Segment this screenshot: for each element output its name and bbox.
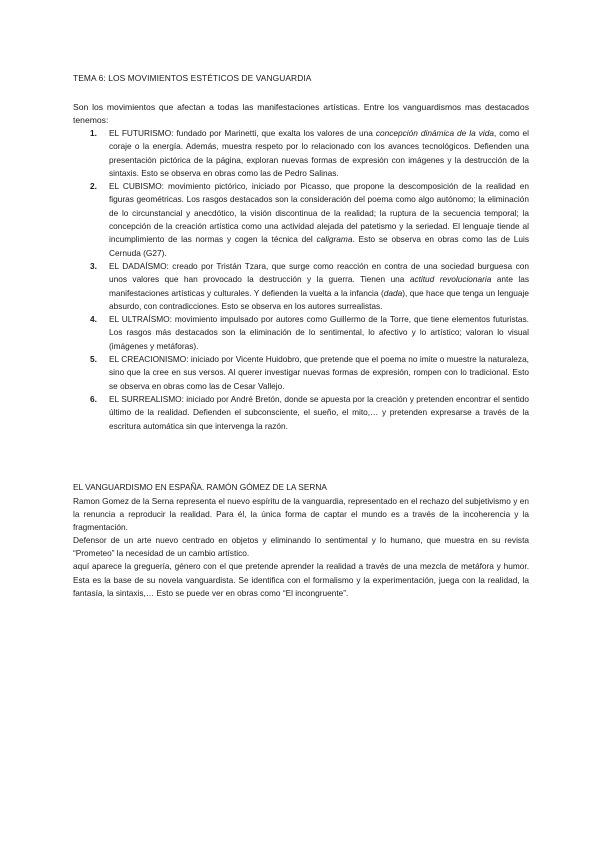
section-paragraph: aquí aparece la greguería, género con el que pretende aprender la realidad a través de una mezcla de metáfora y humor. Esta es la base de su novela vanguardista. Se identifica con el formalismo y la experimentación, juega con la realidad, la fantasía, la sintaxis,… Esto se puede ver en obras como “El incongruente”. [73,561,529,598]
list-number: 6. [90,393,97,404]
list-item-creacionismo: 5. EL CREACIONISMO: iniciado por Vicente Huidobro, que pretende que el poema no imite o muestre la naturaleza, sino que la cree en sus versos. Al querer investigar nuevas formas de expresión, rompen con lo tradicional. Esto se observa en obras como las de Cesar Vallejo. [90,354,529,391]
section-paragraph: Ramon Gomez de la Serna representa el nuevo espíritu de la vanguardia, representado en el rechazo del subjetivismo y en la renuncia a reproducir la realidad. Para él, la única forma de captar el mundo es a través de la incoherencia y la fragmentación. [73,496,529,533]
intro-paragraph: Son los movimientos que afectan a todas las manifestaciones artísticas. Entre los vanguardismos mas destacados tenemos: [73,102,529,126]
list-item-cubismo: 2. EL CUBISMO: movimiento pictórico, iniciado por Picasso, que propone la descomposición de la realidad en figuras geométricas. Los rasgos destacados son la consideración del poema como algo autónomo; la eliminación de lo circunstancial y anecdótico, la visión discontinua de la realidad; la ruptura de la secuencia temporal; la concepción de la creación artística como una actividad alejada del patetismo y la seriedad. El lenguaje tiende al incumplimiento de las normas y cogen la técnica del caligrama. Esto se observa en obras como las de Luis Cernuda (G27). [90,181,530,258]
list-number: 1. [90,128,97,138]
list-number: 4. [90,314,97,325]
list-item-dadaismo: 3. EL DADAÍSMO: creado por Tristán Tzara, que surge como reacción en contra de una sociedad burguesa con unos valores que han provocado la destrucción y la guerra. Tienen una actitud revolucionaria ante las manifestaciones artísticas y culturales. Y defienden la vuelta a la infancia (dada), que hace que tenga un lenguaje absurdo, con contradicciones. Esto se observa en los autores surrealistas. [90,260,529,311]
list-number: 3. [90,260,97,271]
list-item-ultraismo: 4. EL ULTRAÍSMO: movimiento impulsado por autores como Guillermo de la Torre, que tiene elementos futuristas. Los rasgos más destacados son la eliminación de lo sentimental, lo afectivo y lo artístico; valoran lo visual (imágenes y metáforas). [90,314,529,351]
section-heading: EL VANGUARDISMO EN ESPAÑA. RAMÓN GÓMEZ DE LA SERNA [73,482,327,492]
section-paragraph: Defensor de un arte nuevo centrado en objetos y eliminando lo sentimental y lo humano, que muestra en su revista “Prometeo” la necesidad de un cambio artístico. [73,535,529,559]
list-item-surrealismo: 6. EL SURREALISMO: iniciado por André Bretón, donde se apuesta por la creación y pretenden encontrar el sentido último de la realidad. Defienden el subconsciente, el sueño, el mito,… y pretenden expresarse a través de la escritura automática sin que intervenga la razón. [90,393,529,431]
list-number: 2. [90,181,97,192]
list-item-futurismo: 1. EL FUTURISMO: fundado por Marinetti, que exalta los valores de una concepción dinámica de la vida, como el coraje o la energía. Además, muestra respeto por lo relacionado con los avances tecnológicos. Defienden una presentación pictórica de la página, exploran nuevas formas de expresión con imágenes y la destrucción de la sintaxis. Esto se observa en obras como las de Pedro Salinas. [90,128,529,178]
section-body [73,495,529,600]
movements-list [73,127,529,433]
list-number: 5. [90,354,97,365]
document-title: TEMA 6: LOS MOVIMIENTOS ESTÉTICOS DE VANGUARDIA [73,73,312,83]
